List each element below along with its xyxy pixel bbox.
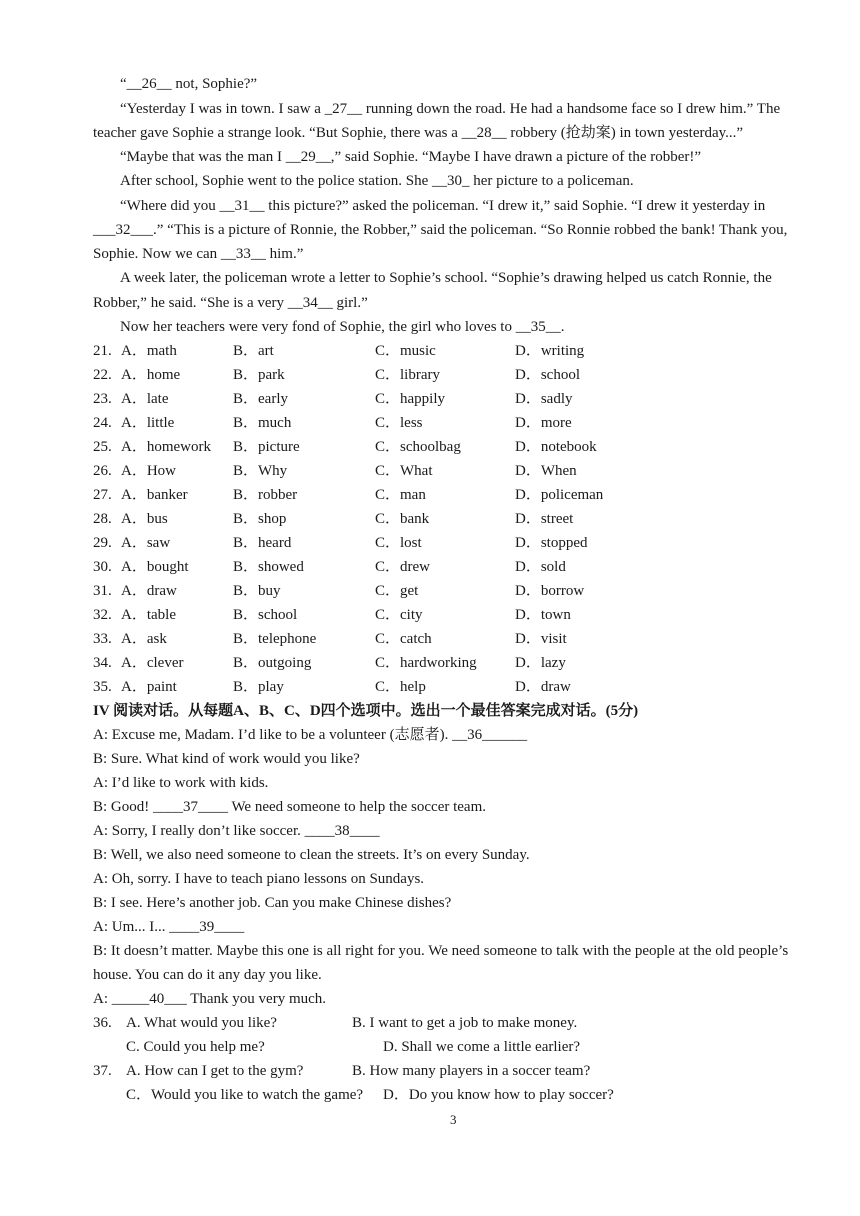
dialogue-line: A: Sorry, I really don’t like soccer. ____38____ <box>93 823 380 839</box>
option-c: C．drew <box>375 559 430 575</box>
option-c: C．Would you like to watch the game? <box>126 1087 364 1103</box>
question-number: 30. <box>93 559 112 575</box>
option-b: B．park <box>233 367 285 383</box>
question-number: 34. <box>93 655 112 671</box>
dialogue-line: B: It doesn’t matter. Maybe this one is all right for you. We need someone to talk with the people at the old people’s <box>93 943 789 959</box>
dialogue-line: A: Oh, sorry. I have to teach piano lessons on Sundays. <box>93 871 425 887</box>
option-c: C．less <box>375 415 423 431</box>
question-number: 21. <box>93 343 112 359</box>
option-b: B．buy <box>233 583 281 599</box>
question-number: 31. <box>93 583 112 599</box>
option-c: C．get <box>375 583 419 599</box>
question-number: 26. <box>93 463 112 479</box>
passage-line: “Where did you __31__ this picture?” asked the policeman. “I drew it,” said Sophie. “I drew it yesterday in <box>120 198 766 214</box>
option-d: D．borrow <box>515 583 585 599</box>
option-a: A．math <box>121 343 177 359</box>
option-c: C．lost <box>375 535 422 551</box>
option-c: C．hardworking <box>375 655 477 671</box>
option-d: D．street <box>515 511 574 527</box>
option-d: D．more <box>515 415 572 431</box>
option-a: A．late <box>121 391 169 407</box>
option-d: D．town <box>515 607 571 623</box>
question-number: 25. <box>93 439 112 455</box>
option-a: A．How <box>121 463 176 479</box>
passage-line: “__26__ not, Sophie?” <box>120 76 258 92</box>
option-b: B．picture <box>233 439 300 455</box>
option-c: C．bank <box>375 511 430 527</box>
option-d: D．notebook <box>515 439 597 455</box>
option-a: A．saw <box>121 535 171 551</box>
question-number: 22. <box>93 367 112 383</box>
dialogue-line: B: Well, we also need someone to clean the streets. It’s on every Sunday. <box>93 847 530 863</box>
question-number: 28. <box>93 511 112 527</box>
option-d: D．visit <box>515 631 567 647</box>
option-b: B．robber <box>233 487 298 503</box>
passage-line: A week later, the policeman wrote a letter to Sophie’s school. “Sophie’s drawing helped us catch Ronnie, the <box>120 270 772 286</box>
option-a: A．draw <box>121 583 177 599</box>
option-c: C．library <box>375 367 440 383</box>
dialogue-line: B: Sure. What kind of work would you like? <box>93 751 360 767</box>
passage-line: ___32___.” “This is a picture of Ronnie, the Robber,” said the policeman. “So Ronnie robbed the bank! Thank you, <box>93 222 788 238</box>
option-d: D．Do you know how to play soccer? <box>383 1087 614 1103</box>
passage-line: “Maybe that was the man I __29__,” said Sophie. “Maybe I have drawn a picture of the robber!” <box>120 149 702 165</box>
option-a: A．little <box>121 415 175 431</box>
option-a: A. What would you like? <box>126 1015 277 1031</box>
option-b: B．Why <box>233 463 288 479</box>
page-number: 3 <box>450 1112 457 1127</box>
passage-line: After school, Sophie went to the police station. She __30_ her picture to a policeman. <box>120 173 634 189</box>
option-a: A．ask <box>121 631 167 647</box>
section-heading: IV 阅读对话。从每题A、B、C、D四个选项中。选出一个最佳答案完成对话。(5分) <box>93 703 639 719</box>
question-number: 33. <box>93 631 112 647</box>
option-d: D．When <box>515 463 577 479</box>
question-number: 23. <box>93 391 112 407</box>
option-a: A．banker <box>121 487 188 503</box>
option-c: C．catch <box>375 631 432 647</box>
option-b: B．art <box>233 343 274 359</box>
passage-line: Sophie. Now we can __33__ him.” <box>93 246 304 262</box>
option-b: B．telephone <box>233 631 317 647</box>
question-number: 24. <box>93 415 112 431</box>
option-b: B. How many players in a soccer team? <box>352 1063 591 1079</box>
option-a: A．bought <box>121 559 189 575</box>
dialogue-line: A: I’d like to work with kids. <box>93 775 269 791</box>
question-number: 32. <box>93 607 112 623</box>
option-a: A．bus <box>121 511 168 527</box>
question-number: 35. <box>93 679 112 695</box>
option-a: A. How can I get to the gym? <box>126 1063 304 1079</box>
option-c: C. Could you help me? <box>126 1039 265 1055</box>
option-d: D．draw <box>515 679 571 695</box>
option-a: A．table <box>121 607 176 623</box>
option-b: B．showed <box>233 559 304 575</box>
question-number: 37. <box>93 1063 112 1079</box>
option-b: B．heard <box>233 535 292 551</box>
option-d: D. Shall we come a little earlier? <box>383 1039 580 1055</box>
option-b: B．play <box>233 679 284 695</box>
option-c: C．schoolbag <box>375 439 461 455</box>
dialogue-line: A: Excuse me, Madam. I’d like to be a volunteer (志愿者). __36______ <box>93 727 528 743</box>
dialogue-line: A: Um... I... ____39____ <box>93 919 245 935</box>
option-d: D．lazy <box>515 655 566 671</box>
question-number: 27. <box>93 487 112 503</box>
passage-line: “Yesterday I was in town. I saw a _27__ running down the road. He had a handsome face so I drew him.” The <box>120 101 781 117</box>
option-c: C．man <box>375 487 426 503</box>
passage-line: teacher gave Sophie a strange look. “But Sophie, there was a __28__ robbery (抢劫案) in town yesterday...” <box>93 125 744 141</box>
option-c: C．city <box>375 607 423 623</box>
option-a: A．homework <box>121 439 211 455</box>
option-d: D．stopped <box>515 535 588 551</box>
dialogue-line: A: _____40___ Thank you very much. <box>93 991 327 1007</box>
option-b: B．early <box>233 391 288 407</box>
dialogue-line: B: Good! ____37____ We need someone to help the soccer team. <box>93 799 487 815</box>
passage-line: Robber,” he said. “She is a very __34__ girl.” <box>93 295 368 311</box>
option-b: B．shop <box>233 511 287 527</box>
option-d: D．school <box>515 367 580 383</box>
option-b: B．outgoing <box>233 655 312 671</box>
dialogue-line: B: I see. Here’s another job. Can you make Chinese dishes? <box>93 895 452 911</box>
option-c: C．music <box>375 343 436 359</box>
dialogue-line: house. You can do it any day you like. <box>93 967 322 983</box>
option-c: C．What <box>375 463 433 479</box>
option-d: D．writing <box>515 343 585 359</box>
option-a: A．home <box>121 367 181 383</box>
option-a: A．paint <box>121 679 177 695</box>
question-number: 36. <box>93 1015 112 1031</box>
passage-line: Now her teachers were very fond of Sophie, the girl who loves to __35__. <box>120 319 565 335</box>
option-b: B．much <box>233 415 292 431</box>
question-number: 29. <box>93 535 112 551</box>
option-b: B．school <box>233 607 298 623</box>
option-d: D．sadly <box>515 391 573 407</box>
option-b: B. I want to get a job to make money. <box>352 1015 578 1031</box>
option-c: C．happily <box>375 391 445 407</box>
option-d: D．sold <box>515 559 566 575</box>
option-c: C．help <box>375 679 426 695</box>
option-a: A．clever <box>121 655 184 671</box>
option-d: D．policeman <box>515 487 604 503</box>
